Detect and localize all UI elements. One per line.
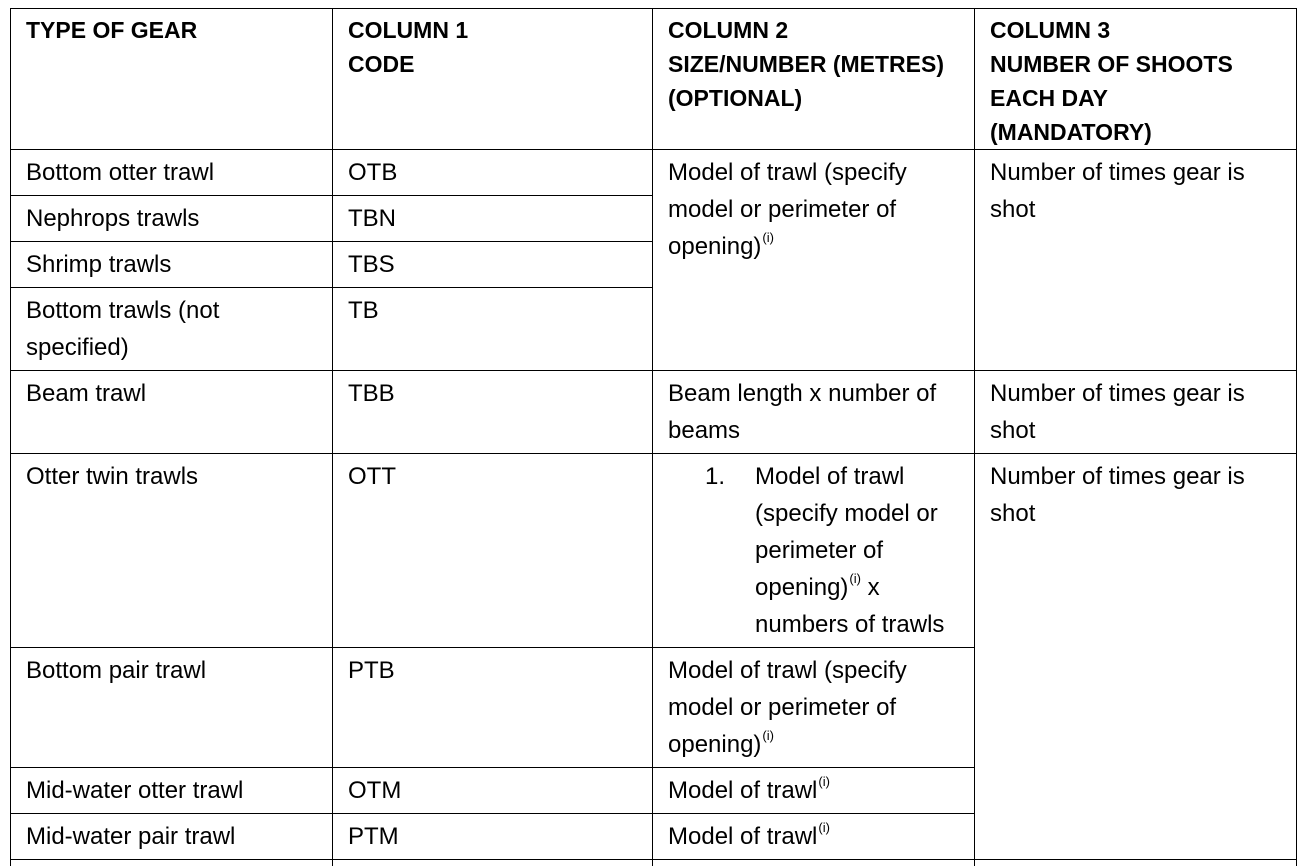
shoots-cell: Number of times gear is shot [975, 150, 1297, 371]
size-cell [653, 454, 975, 648]
item-number: 1. [705, 458, 755, 643]
code-cell: TBB [333, 371, 653, 454]
header-line: TYPE OF GEAR [26, 13, 318, 47]
empty-cell [333, 860, 653, 866]
header-row [11, 9, 1297, 150]
table-row [11, 371, 1297, 454]
size-text: Model of trawl [668, 823, 817, 850]
size-text: Model of trawl (specify model or perimeter of opening) [668, 159, 907, 260]
size-cell [653, 768, 975, 814]
header-line: NUMBER OF SHOOTS [990, 47, 1282, 81]
size-text: Model of trawl (specify model or perimeter of opening) [755, 463, 938, 601]
header-column-2 [653, 9, 975, 150]
size-cell [653, 150, 975, 371]
code-cell: OTT [333, 454, 653, 648]
code-cell: TBS [333, 242, 653, 288]
footnote-mark: (i) [818, 774, 830, 789]
header-line: (MANDATORY) [990, 115, 1282, 149]
table-row-cut [11, 860, 1297, 866]
header-column-1 [333, 9, 653, 150]
size-text: Model of trawl [668, 777, 817, 804]
numbered-item [668, 458, 960, 643]
header-line: (OPTIONAL) [668, 81, 960, 115]
gear-cell: Mid-water pair trawl [11, 814, 333, 860]
gear-cell: Otter twin trawls [11, 454, 333, 648]
size-cell [653, 648, 975, 768]
code-cell: OTB [333, 150, 653, 196]
item-text [755, 458, 960, 643]
size-text: x numbers of trawls [755, 574, 944, 638]
header-line: COLUMN 3 [990, 13, 1282, 47]
header-line: COLUMN 2 [668, 13, 960, 47]
gear-cell: Shrimp trawls [11, 242, 333, 288]
empty-cell [653, 860, 975, 866]
empty-cell [11, 860, 333, 866]
footnote-mark: (i) [762, 728, 774, 743]
size-cell [653, 814, 975, 860]
header-line: COLUMN 1 [348, 13, 638, 47]
table-row [11, 454, 1297, 648]
code-cell: TBN [333, 196, 653, 242]
header-column-3 [975, 9, 1297, 150]
gear-cell: Mid-water otter trawl [11, 768, 333, 814]
gear-cell: Nephrops trawls [11, 196, 333, 242]
code-cell: PTB [333, 648, 653, 768]
footnote-mark: (i) [818, 820, 830, 835]
shoots-cell: Number of times gear is shot [975, 371, 1297, 454]
size-cell: Beam length x number of beams [653, 371, 975, 454]
size-text: Model of trawl (specify model or perimeter of opening) [668, 657, 907, 758]
empty-cell [975, 860, 1297, 866]
code-cell: PTM [333, 814, 653, 860]
gear-cell: Beam trawl [11, 371, 333, 454]
gear-cell: Bottom otter trawl [11, 150, 333, 196]
header-line: CODE [348, 47, 638, 81]
code-cell: TB [333, 288, 653, 371]
header-line: EACH DAY [990, 81, 1282, 115]
gear-table [10, 8, 1297, 866]
header-type-of-gear [11, 9, 333, 150]
gear-cell: Bottom pair trawl [11, 648, 333, 768]
header-line: SIZE/NUMBER (METRES) [668, 47, 960, 81]
gear-cell: Bottom trawls (not specified) [11, 288, 333, 371]
code-cell: OTM [333, 768, 653, 814]
table-row [11, 150, 1297, 196]
shoots-cell: Number of times gear is shot [975, 454, 1297, 860]
footnote-mark: (i) [762, 230, 774, 245]
footnote-mark: (i) [849, 571, 861, 586]
